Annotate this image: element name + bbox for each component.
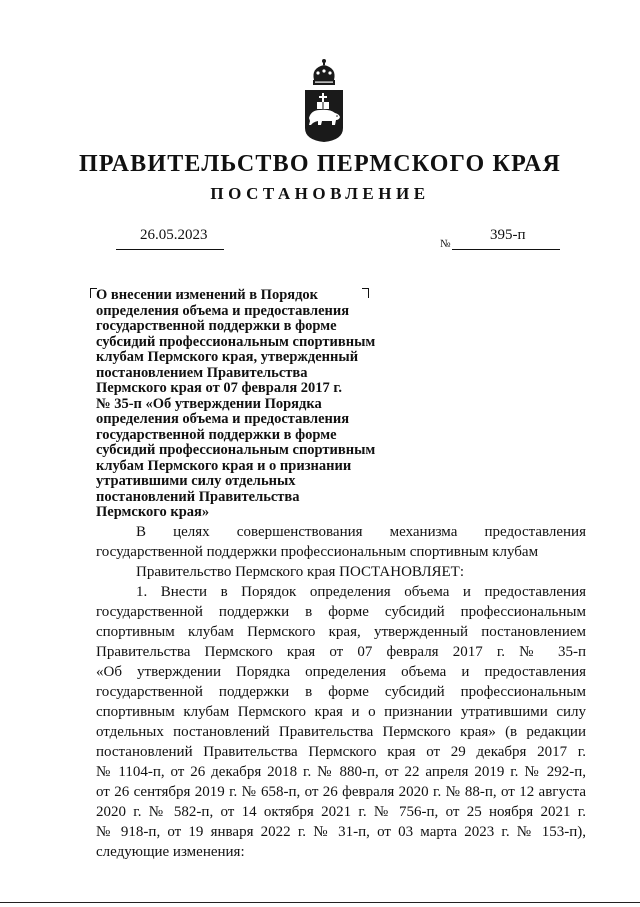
document-body (96, 522, 586, 862)
body-line: государственной поддержки в форме субсидий профессиональным (96, 684, 586, 700)
subject-line: № 35-п «Об утверждении Порядка (96, 395, 322, 412)
subject-line: государственной поддержки в форме (96, 426, 337, 443)
body-line: Правительство Пермского края ПОСТАНОВЛЯЕТ: (136, 564, 465, 580)
subject-line: Пермского края» (96, 504, 210, 520)
subject-line: постановлений Правительства (96, 488, 300, 505)
body-line: В целях совершенствования механизма предоставления (136, 524, 586, 540)
subject-line: утратившими силу отдельных (96, 473, 296, 489)
subject-line: Пермского края от 07 февраля 2017 г. (96, 380, 342, 396)
body-line: № 1104-п, от 26 декабря 2018 г. № 880-п, от 22 апреля 2019 г. № 292-п, (96, 764, 586, 780)
subject-line: определения объема и предоставления (96, 411, 350, 427)
document-number: 395-п (490, 227, 526, 243)
body-line: № 918-п, от 19 января 2022 г. № 31-п, от 03 марта 2023 г. № 153-п), (96, 824, 586, 840)
body-line: следующие изменения: (96, 844, 245, 860)
subject-line: О внесении изменений в Порядок (96, 287, 319, 303)
document-type: ПОСТАНОВЛЕНИЕ (210, 184, 430, 203)
document-subject (96, 288, 396, 521)
body-line: постановлений Правительства Пермского края от 29 декабря 2017 г. (96, 744, 586, 760)
body-line: отдельных постановлений Правительства Пермского края» (в редакции (96, 724, 586, 740)
subject-line: клубам Пермского края и о признании (96, 457, 352, 474)
subject-line: субсидий профессиональным спортивным (96, 442, 376, 458)
document-date: 26.05.2023 (140, 227, 208, 243)
perm-krai-coat-of-arms-icon (302, 58, 346, 144)
body-line: 1. Внести в Порядок определения объема и предоставления (136, 584, 586, 600)
subject-line: определения объема и предоставления (96, 302, 350, 319)
date-underline (116, 249, 224, 250)
body-line: спортивным клубам Пермского края, утвержденный постановлением (96, 624, 586, 640)
body-line: Правительства Пермского края от 07 февраля 2017 г. № 35-п (96, 644, 586, 660)
body-line: от 26 сентября 2019 г. № 658-п, от 26 февраля 2020 г. № 88-п, от 12 августа (96, 784, 586, 800)
subject-line: государственной поддержки в форме (96, 318, 337, 334)
subject-line: постановлением Правительства (96, 364, 308, 381)
body-line: спортивным клубам Пермского края и о признании утратившими силу (96, 704, 586, 720)
page-bottom-edge (0, 902, 640, 903)
body-line: «Об утверждении Порядка определения объема и предоставления (96, 664, 586, 680)
number-underline (452, 249, 560, 250)
subject-line: субсидий профессиональным спортивным (96, 333, 376, 350)
subject-line: клубам Пермского края, утвержденный (96, 349, 359, 365)
body-line: государственной поддержки в форме субсидий профессиональным (96, 604, 586, 620)
number-label: № (440, 238, 451, 250)
body-line: государственной поддержки профессиональным спортивным клубам (96, 544, 539, 560)
government-title: ПРАВИТЕЛЬСТВО ПЕРМСКОГО КРАЯ (78, 151, 562, 177)
body-line: 2020 г. № 582-п, от 14 октября 2021 г. № 756-п, от 25 ноября 2021 г. (96, 804, 586, 820)
